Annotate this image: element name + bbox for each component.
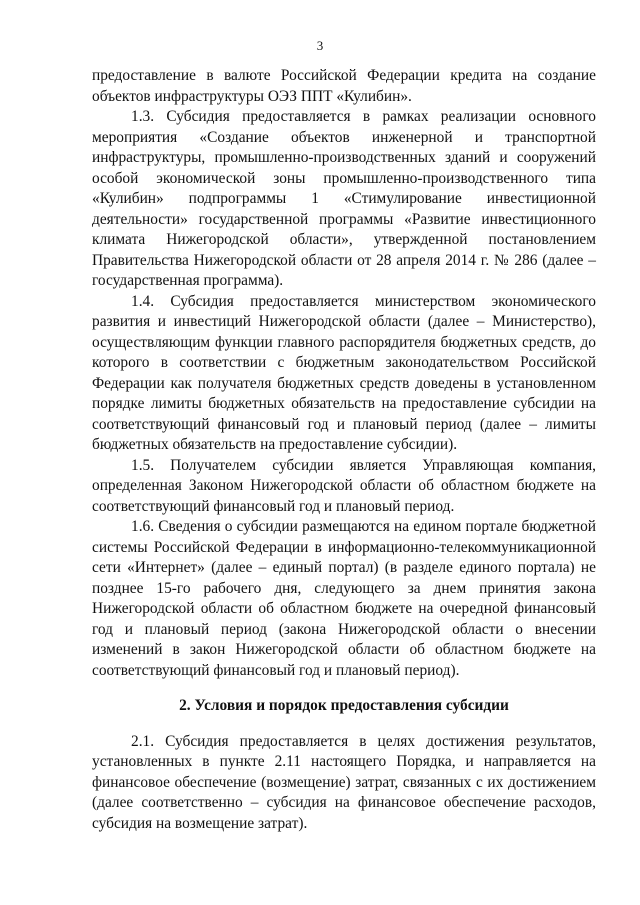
section-heading: 2. Условия и порядок предоставления субсидии <box>179 697 509 714</box>
paragraph-1-6: 1.6. Сведения о субсидии размещаются на едином портале бюджетной системы Российской Федерации в информационно-телекоммуникационной сети «Интернет» (далее – единый портал) (в разделе единого портала) не позднее 15-го рабочего дня, следующего за днем принятия закона Нижегородской области об областном бюджете на очередной финансовый год и плановый период (закона Нижегородской области о внесении изменений в закон Нижегородской области об областном бюджете на соответствующий финансовый год и плановый период). <box>92 518 596 679</box>
paragraph-continuation: предоставление в валюте Российской Федерации кредита на создание объектов инфраструктуры ОЭЗ ППТ «Кулибин». <box>92 67 596 105</box>
paragraph-2-1: 2.1. Субсидия предоставляется в целях достижения результатов, установленных в пункте 2.11 настоящего Порядка, и направляется на финансовое обеспечение (возмещение) затрат, связанных с их достижением (далее соответственно – субсидия на финансовое обеспечение расходов, субсидия на возмещение затрат). <box>92 732 596 832</box>
page-number: 3 <box>316 38 324 53</box>
paragraph-1-4: 1.4. Субсидия предоставляется министерством экономического развития и инвестиций Нижегородской области (далее – Министерство), осуществляющим функции главного распорядителя бюджетных средств, до которого в соответствии с бюджетным законодательством Российской Федерации как получателя бюджетных средств доведены в установленном порядке лимиты бюджетных обязательств на предоставление субсидии на соответствующий финансовый год и плановый период (далее – лимиты бюджетных обязательств на предоставление субсидии). <box>92 292 596 453</box>
paragraph-1-3: 1.3. Субсидия предоставляется в рамках реализации основного мероприятия «Создание объектов инженерной и транспортной инфраструктуры, промышленно-производственных зданий и сооружений особой экономической зоны промышленно-производственного типа «Кулибин» подпрограммы 1 «Стимулирование инвестиционной деятельности» государственной программы «Развитие инвестиционного климата Нижегородской области», утвержденной постановлением Правительства Нижегородской области от 28 апреля 2014 г. № 286 (далее – государственная программа). <box>92 108 596 289</box>
document-body <box>92 66 596 834</box>
paragraph-1-5: 1.5. Получателем субсидии является Управляющая компания, определенная Законом Нижегородской области об областном бюджете на соответствующий финансовый год и плановый период. <box>92 456 596 515</box>
